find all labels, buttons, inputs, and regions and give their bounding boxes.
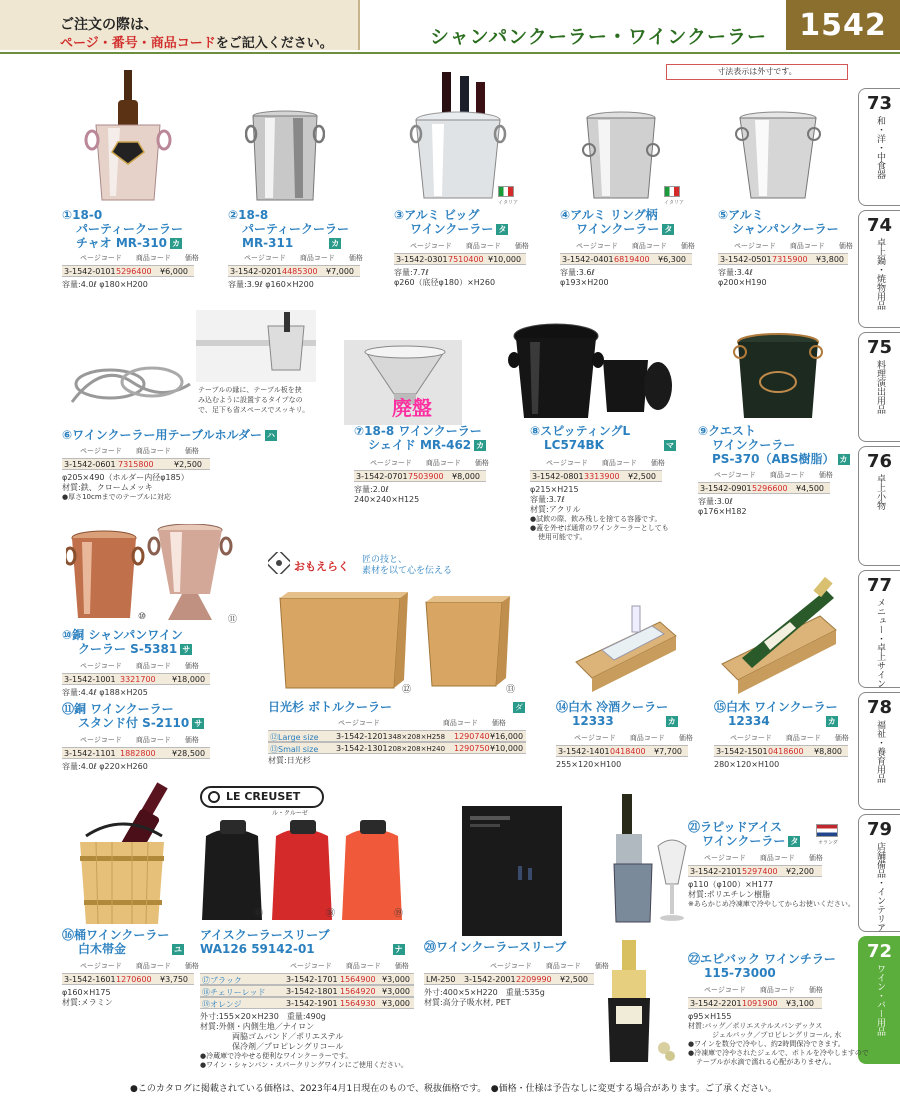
table-row[interactable]: 3-1542-0401 6819400 ¥6,300 bbox=[560, 253, 692, 265]
spec-text: ジェルパック／プロピレングリコール, 水 bbox=[712, 1031, 842, 1039]
spec-note: テーブルが水滴で濡れる心配がありません。 bbox=[696, 1058, 836, 1066]
product-name-9-line2: ワインクーラー bbox=[712, 438, 796, 452]
table-row[interactable]: 3-1542-0301 7510400 ¥10,000 bbox=[394, 253, 526, 265]
table-row[interactable]: 3-1542-0501 7315900 ¥3,800 bbox=[718, 253, 848, 265]
table-row[interactable]: 3-1542-2201 1091900 ¥3,100 bbox=[688, 997, 822, 1009]
table-row[interactable]: 3-1542-0601 7315800 ¥2,500 bbox=[62, 458, 210, 470]
table-row[interactable]: 3-1542-1001 3321700 ¥18,000 bbox=[62, 673, 210, 685]
tab-79[interactable] bbox=[858, 814, 900, 932]
italy-flag-icon bbox=[664, 186, 680, 197]
product-name-1-line2: パーティークーラー bbox=[76, 222, 184, 236]
product-image-3 bbox=[408, 72, 508, 202]
product-name-10-line1: ⑩銅 シャンパンワイン bbox=[62, 628, 183, 642]
product-name-9-line3: PS-370（ABS樹脂） カ bbox=[712, 452, 848, 466]
table-row[interactable]: 3-1542-1401 0418400 ¥7,700 bbox=[556, 745, 688, 757]
spec-text: φ215×H215 bbox=[530, 485, 579, 494]
product-name-21-line2: ワインクーラー タ bbox=[702, 834, 799, 848]
maker-mark: タ bbox=[664, 225, 673, 234]
tab-label: 福祉・養育用品 bbox=[875, 720, 885, 783]
product-name-11-line1: ⑪銅 ワインクーラー bbox=[62, 702, 174, 716]
product-name-5-line2: シャンパンクーラー bbox=[732, 222, 839, 236]
spec-text: 両脇ゴムバンド／ポリエステル bbox=[232, 1032, 344, 1041]
product-name-3-line2: ワインクーラー タ bbox=[410, 222, 507, 236]
order-notice-line2 bbox=[60, 32, 333, 51]
tab-73[interactable] bbox=[858, 88, 900, 206]
product-image-5 bbox=[735, 110, 821, 202]
order-notice-rest: をご記入ください。 bbox=[215, 36, 333, 51]
tab-label: 卓上鍋・焼物用品 bbox=[875, 238, 885, 310]
maker-mark: サ bbox=[182, 645, 191, 654]
table-header: ページコード 商品コード 価格 bbox=[80, 447, 199, 455]
tab-75[interactable] bbox=[858, 332, 900, 442]
table-header: ページコード 商品コード 価格 bbox=[490, 962, 609, 970]
product-name-2-line1: ②18-8 bbox=[228, 208, 269, 222]
netherlands-flag-icon bbox=[816, 824, 838, 837]
table-header: ページコード 商品コード 価格 bbox=[338, 719, 506, 727]
tab-number: 75 bbox=[866, 337, 893, 358]
product-image-14 bbox=[572, 600, 682, 696]
product-name-16-line1: ⑯桶ワインクーラー bbox=[62, 928, 170, 942]
spec-text: φ176×H182 bbox=[698, 507, 747, 516]
product-image-10-11 bbox=[66, 524, 246, 624]
product-name-16-line2: 白木帯金 ユ bbox=[78, 942, 183, 956]
product-name-4-line2: ワインクーラー タ bbox=[576, 222, 673, 236]
tab-72-active[interactable] bbox=[858, 936, 900, 1064]
spec-note: ●蓋を外せば通常のワインクーラーとしても bbox=[530, 524, 669, 532]
spec-text: 容量:4.0ℓ φ220×H260 bbox=[62, 762, 148, 771]
product-model: チャオ MR-310 bbox=[76, 236, 168, 250]
spec-text: φ205×490（ホルダー内径φ185） bbox=[62, 473, 189, 482]
product-image-17-19 bbox=[200, 820, 412, 924]
le-creuset-logo bbox=[200, 786, 324, 808]
product-name-7-line2: シェイド MR-462 カ bbox=[368, 438, 485, 452]
page-number: 1542 bbox=[786, 0, 900, 50]
spec-note: ●厚さ10cmまでのテーブルに対応 bbox=[62, 493, 172, 501]
product-name-9-line1: ⑨クエスト bbox=[698, 424, 756, 438]
table-header: ページコード 商品コード 価格 bbox=[80, 736, 199, 744]
brand-tagline-2: 素材を以て心を伝える bbox=[362, 566, 453, 576]
spec-text: 容量:3.7ℓ bbox=[530, 495, 565, 504]
table-row[interactable]: 3-1542-0901 5296600 ¥4,500 bbox=[698, 482, 830, 494]
table-header: ページコード 商品コード 価格 bbox=[730, 734, 849, 742]
brand-subtitle: ル・クルーゼ bbox=[272, 810, 308, 817]
maker-mark: マ bbox=[665, 441, 674, 450]
spec-note: ●冷凍庫で冷やされたジェルで、ボトルを冷やしますので bbox=[688, 1049, 869, 1057]
spec-text: 容量:3.9ℓ φ160×H200 bbox=[228, 280, 314, 289]
table-header: ページコード 商品コード 価格 bbox=[546, 459, 665, 467]
spec-text: 240×240×H125 bbox=[354, 495, 420, 504]
size-note: 寸法表示は外寸です。 bbox=[666, 64, 848, 80]
product-name-2-line3: MR-311 カ bbox=[242, 236, 340, 250]
product-image-6-inset bbox=[196, 310, 316, 382]
product-name-5-line1: ⑤アルミ bbox=[718, 208, 764, 222]
table-header: ページコード 商品コード 価格 bbox=[574, 734, 693, 742]
spec-note: ※あらかじめ冷凍庫で冷やしてからお使いください。 bbox=[688, 900, 855, 908]
product-name-7-line1: ⑦18-8 ワインクーラー bbox=[354, 424, 482, 438]
spec-text: 容量:4.4ℓ φ188×H205 bbox=[62, 688, 148, 697]
spec-text: φ95×H155 bbox=[688, 1012, 732, 1021]
tab-label: 料理演出用品 bbox=[875, 360, 885, 414]
spec-text: φ193×H200 bbox=[560, 278, 609, 287]
spec-text: 外寸:155×20×H230 重量:490g bbox=[200, 1012, 326, 1021]
flag-caption: オランダ bbox=[818, 840, 838, 846]
tab-label: 卓上小物 bbox=[875, 474, 885, 510]
tab-number: 77 bbox=[866, 575, 893, 596]
le-creuset-emblem-icon bbox=[208, 791, 220, 803]
table-row[interactable]: ⑫Large size 3-1542-1201 348×208×H258 1290740 ¥16,000 bbox=[268, 730, 526, 742]
page-title: シャンパンクーラー・ワインクーラー bbox=[430, 26, 767, 48]
table-row[interactable]: 3-1542-1101 1882800 ¥28,500 bbox=[62, 747, 210, 759]
brand-tagline-1: 匠の技と、 bbox=[362, 555, 408, 565]
product-name-8-line2: LC574BK マ bbox=[544, 438, 674, 452]
product-name-10-line2: クーラー S-5381 サ bbox=[78, 642, 191, 656]
tab-number: 79 bbox=[866, 819, 893, 840]
flag-caption: イタリア bbox=[498, 200, 519, 206]
description-line: で、足下も省スペースでスッキリ。 bbox=[198, 406, 310, 414]
tab-74[interactable] bbox=[858, 210, 900, 328]
spec-text: 材質:外側・内側生地／ナイロン bbox=[200, 1022, 315, 1031]
table-row[interactable]: ⑰ブラック 3-1542-1701 1564900 ¥3,000 bbox=[200, 973, 414, 985]
table-row[interactable]: LM-250 3-1542-2001 2209990 ¥2,500 bbox=[424, 973, 594, 985]
brand-name: おもえらく bbox=[294, 560, 349, 573]
table-row[interactable]: 3-1542-0101 5296400 ¥6,000 bbox=[62, 265, 194, 277]
maker-mark: タ bbox=[790, 837, 799, 846]
spec-text: 材質:日光杉 bbox=[268, 756, 311, 765]
table-row[interactable]: 3-1542-1501 0418600 ¥8,800 bbox=[714, 745, 848, 757]
maker-mark: カ bbox=[839, 455, 848, 464]
footer-note: ●このカタログに掲載されている価格は、2023年4月1日現在のもので、税抜価格です。 ●価格・仕様は予告なしに変更する場合があります。ご了承ください。 bbox=[130, 1084, 777, 1094]
spec-text: 材質:高分子吸水材, PET bbox=[424, 998, 511, 1007]
product-name-14-line1: ⑭白木 冷酒クーラー bbox=[556, 700, 669, 714]
table-header: ページコード 商品コード 価格 bbox=[704, 854, 823, 862]
spec-note: ●試飲の際、飲み残しを捨てる容器です。 bbox=[530, 515, 662, 523]
tab-label: メニュー・卓上サイン bbox=[875, 598, 885, 688]
callout-19: ⑲ bbox=[394, 909, 404, 919]
spec-text: φ110（φ100）×H177 bbox=[688, 880, 774, 889]
table-row[interactable]: 3-1542-0701 7503900 ¥8,000 bbox=[354, 470, 486, 482]
brand-name: LE CREUSET bbox=[226, 790, 301, 803]
product-name-22-line1: ㉒エピバック ワインチラー bbox=[688, 952, 836, 966]
product-image-8 bbox=[508, 320, 673, 422]
product-name-17-19-line2: WA126 59142-01 ナ bbox=[200, 942, 403, 956]
spec-text: 材質:アクリル bbox=[530, 505, 581, 514]
callout-11: ⑪ bbox=[228, 615, 238, 625]
callout-13: ⑬ bbox=[506, 685, 516, 695]
tab-78[interactable] bbox=[858, 692, 900, 810]
product-name-1-line1: ①18-0 bbox=[62, 208, 103, 222]
product-image-22 bbox=[590, 940, 678, 1064]
description-line: テーブルの縁に、テーブル板を挟 bbox=[198, 386, 302, 394]
product-name-20: ⑳ワインクーラースリーブ bbox=[424, 940, 567, 954]
product-name-17-19-line1: アイスクーラースリーブ bbox=[200, 928, 330, 942]
table-header: ページコード 商品コード 価格 bbox=[576, 242, 695, 250]
table-row[interactable]: 3-1542-0201 4485300 ¥7,000 bbox=[228, 265, 360, 277]
table-header: ページコード 商品コード 価格 bbox=[410, 242, 529, 250]
callout-10: ⑩ bbox=[138, 612, 147, 622]
maker-mark: サ bbox=[194, 719, 203, 728]
maker-mark: カ bbox=[172, 239, 181, 248]
product-name-22-line2: 115-73000 bbox=[704, 966, 776, 980]
product-name-12-13: 日光杉 ボトルクーラー bbox=[268, 700, 392, 714]
tab-number: 72 bbox=[866, 941, 893, 962]
table-header: ページコード 商品コード 価格 bbox=[370, 459, 489, 467]
table-row[interactable]: ⑬Small size 3-1542-1301 208×208×H240 1290750 ¥10,000 bbox=[268, 742, 526, 754]
tab-77[interactable] bbox=[858, 570, 900, 688]
product-name-1-line3 bbox=[76, 236, 182, 250]
table-header: ページコード 商品コード 価格 bbox=[80, 254, 199, 262]
product-image-12-13 bbox=[276, 588, 526, 692]
spec-text: 容量:7.7ℓ bbox=[394, 268, 429, 277]
maker-mark: ユ bbox=[174, 945, 183, 954]
tab-76[interactable] bbox=[858, 446, 900, 566]
maker-mark: ハ bbox=[267, 431, 276, 440]
product-image-1 bbox=[78, 70, 178, 205]
tab-number: 76 bbox=[866, 451, 893, 472]
tab-label: 店舗備品・インテリア bbox=[875, 842, 885, 932]
product-name-6: ⑥ワインクーラー用テーブルホルダー ハ bbox=[62, 428, 276, 442]
product-name-15-line2: 12334 カ bbox=[728, 714, 836, 728]
tab-label: 和・洋・中食器 bbox=[875, 116, 885, 179]
product-image-16 bbox=[72, 782, 182, 928]
maker-mark: カ bbox=[331, 239, 340, 248]
spec-text: φ260（底径φ180）×H260 bbox=[394, 278, 496, 287]
maker-mark: カ bbox=[667, 717, 676, 726]
spec-text: 容量:2.0ℓ bbox=[354, 485, 389, 494]
tab-number: 73 bbox=[866, 93, 893, 114]
product-image-21 bbox=[608, 794, 690, 926]
table-row[interactable]: ⑲オレンジ 3-1542-1901 1564930 ¥3,000 bbox=[200, 997, 414, 1009]
table-row[interactable]: 3-1542-1601 1270600 ¥3,750 bbox=[62, 973, 194, 985]
table-row[interactable]: 3-1542-0801 3313900 ¥2,500 bbox=[530, 470, 662, 482]
table-header: ページコード 商品コード 価格 bbox=[704, 986, 823, 994]
product-image-15 bbox=[716, 576, 840, 696]
spec-note: ●ワインを数分で冷やし、約2時間保冷できます。 bbox=[688, 1040, 845, 1048]
spec-text: φ200×H190 bbox=[718, 278, 767, 287]
tab-number: 78 bbox=[866, 697, 893, 718]
maker-mark: タ bbox=[498, 225, 507, 234]
maker-mark: カ bbox=[476, 441, 485, 450]
spec-text: 255×120×H100 bbox=[556, 760, 622, 769]
header-divider bbox=[0, 52, 900, 54]
maker-mark: ナ bbox=[394, 945, 403, 954]
spec-text: 容量:4.0ℓ φ180×H200 bbox=[62, 280, 148, 289]
table-row[interactable]: 3-1542-2101 5297400 ¥2,200 bbox=[688, 865, 822, 877]
description-line: み込むように設置するタイプなの bbox=[198, 396, 303, 404]
tab-number: 74 bbox=[866, 215, 893, 236]
spec-text: 保冷剤／プロピレングリコール bbox=[232, 1042, 344, 1051]
spec-text: 280×120×H100 bbox=[714, 760, 780, 769]
product-name-3-line1: ③アルミ ビッグ bbox=[394, 208, 480, 222]
table-header: ページコード 商品コード 価格 bbox=[80, 662, 199, 670]
product-name-14-line2: 12333 カ bbox=[572, 714, 676, 728]
flag-caption: イタリア bbox=[664, 200, 685, 206]
omoeraku-logo-icon bbox=[268, 552, 290, 574]
spec-note: ●冷蔵庫で冷やせる便利なワインクーラーです。 bbox=[200, 1052, 353, 1060]
spec-text: 材質:鉄、クロームメッキ bbox=[62, 483, 153, 492]
callout-18: ⑱ bbox=[326, 909, 336, 919]
spec-text: 外寸:400×5×H220 重量:535g bbox=[424, 988, 545, 997]
product-name-15-line1: ⑮白木 ワインクーラー bbox=[714, 700, 838, 714]
tab-label: ワイン・バー用品 bbox=[875, 964, 885, 1036]
product-name-4-line1: ④アルミ リング柄 bbox=[560, 208, 658, 222]
spec-text: 容量:3.4ℓ bbox=[718, 268, 753, 277]
discontinued-stamp: 廃盤 bbox=[392, 396, 432, 420]
product-image-20 bbox=[462, 806, 562, 936]
product-name-2-line2: パーティークーラー bbox=[242, 222, 350, 236]
order-notice-highlight: ページ・番号・商品コード bbox=[60, 36, 216, 51]
product-name-21-line1: ㉑ラピッドアイス bbox=[688, 820, 782, 834]
product-image-2 bbox=[245, 108, 325, 203]
spec-text: 材質:ポリエチレン樹脂 bbox=[688, 890, 771, 899]
spec-text: φ160×H175 bbox=[62, 988, 111, 997]
spec-text: 材質:メラミン bbox=[62, 998, 113, 1007]
product-image-6 bbox=[62, 362, 194, 422]
callout-17: ⑰ bbox=[254, 909, 264, 919]
spec-note: 使用可能です。 bbox=[538, 533, 587, 541]
table-header: ページコード 商品コード 価格 bbox=[244, 254, 363, 262]
spec-text: 容量:3.6ℓ bbox=[560, 268, 595, 277]
order-notice-line1: ご注文の際は、 bbox=[60, 17, 158, 33]
maker-mark: ダ bbox=[515, 703, 523, 712]
spec-text: 容量:3.0ℓ bbox=[698, 497, 733, 506]
callout-12: ⑫ bbox=[402, 685, 412, 695]
italy-flag-icon bbox=[498, 186, 514, 197]
table-header: ページコード 商品コード 価格 bbox=[290, 962, 409, 970]
product-image-9 bbox=[732, 330, 824, 422]
product-name-11-line2: スタンド付 S-2110 サ bbox=[78, 716, 203, 730]
table-header: ページコード 商品コード 価格 bbox=[734, 242, 853, 250]
product-name-8-line1: ⑧スピッティングL bbox=[530, 424, 631, 438]
spec-note: ●ワイン・シャンパン・スパークリングワインにご使用ください。 bbox=[200, 1061, 408, 1069]
maker-mark: カ bbox=[827, 717, 836, 726]
table-row[interactable]: ⑱チェリーレッド 3-1542-1801 1564920 ¥3,000 bbox=[200, 985, 414, 997]
table-header: ページコード 商品コード 価格 bbox=[714, 471, 833, 479]
table-header: ページコード 商品コード 価格 bbox=[80, 962, 199, 970]
product-image-4 bbox=[580, 110, 662, 202]
spec-text: 材質:バッグ／ポリエステルスパンデックス bbox=[688, 1022, 823, 1030]
